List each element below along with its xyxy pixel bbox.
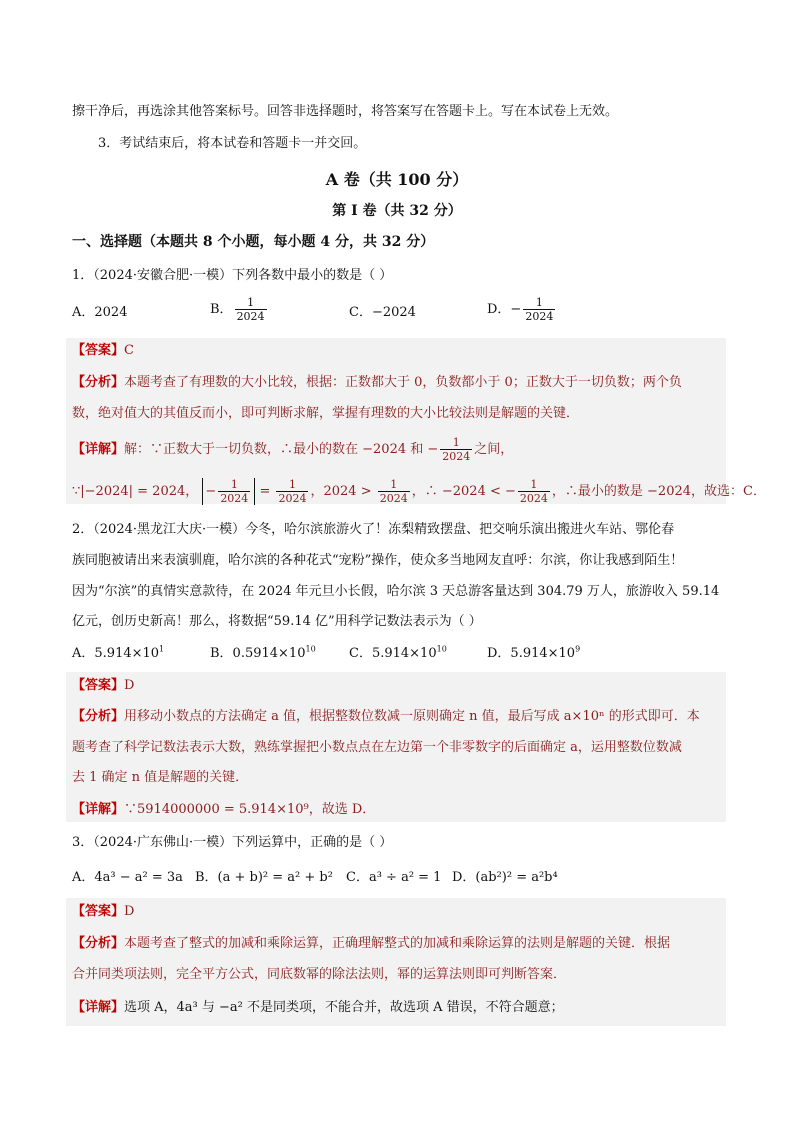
fraction-numerator: 1 (452, 436, 460, 449)
q1-detail-line-2 (72, 478, 766, 505)
q2-option-d-text: D．5.914×10 (487, 646, 576, 661)
analysis-label: 【分析】 (72, 375, 125, 390)
fraction-numerator: 1 (230, 478, 238, 491)
q2-option-a-exp: 1 (159, 644, 165, 654)
part1-heading: 第 I 卷（共 32 分） (332, 203, 462, 219)
q2-stem-line-1: 2．（2024·黑龙江大庆·一模）今冬，哈尔滨旅游火了！冻梨精致摆盘、把交响乐演出搬进火车站、鄂伦春 (72, 522, 675, 537)
q2-option-b-text: B．0.5914×10 (210, 646, 306, 661)
fraction-denominator: 2024 (525, 310, 554, 323)
q2-stem-line-2: 族同胞被请出来表演驯鹿，哈尔滨的各种花式“宠粉”操作，使众多当地网友直呼：尔滨，你让我感到陌生！ (72, 553, 684, 568)
q1-detail-text-2f: ，∴最小的数是 −2024，故选：C． (551, 484, 766, 499)
fraction (518, 478, 550, 505)
q2-answer-value: D (124, 678, 135, 693)
q3-option-c: C．a³ ÷ a² = 1 (346, 870, 442, 885)
q2-option-b-exp: 10 (305, 644, 316, 654)
q1-detail-fraction (440, 436, 472, 463)
q1-answer-value: C (124, 343, 134, 358)
q1-detail-text-2a: ∵ (72, 484, 81, 499)
detail-label: 【详解】 (72, 442, 125, 457)
q2-option-b (210, 644, 316, 664)
q2-detail-text: ∵5914000000 = 5.914×10⁹，故选 D． (124, 802, 376, 817)
q2-option-c (349, 644, 447, 664)
q2-option-a (72, 644, 164, 664)
q3-detail-text: 选项 A，4a³ 与 −a² 不是同类项，不能合并，故选项 A 错误，不符合题意； (124, 1000, 564, 1015)
q1-answer (72, 341, 722, 361)
instruction-line-2: 3．考试结束后，将本试卷和答题卡一并交回。 (98, 136, 367, 151)
fraction (276, 478, 308, 505)
fraction-denominator: 2024 (379, 492, 408, 505)
fraction-numerator: 1 (535, 296, 543, 309)
q3-option-a: A．4a³ − a² = 3a (72, 870, 183, 885)
fraction-denominator: 2024 (519, 492, 548, 505)
q1-analysis-line-2: 数，绝对值大的其值反而小，即可判断求解，掌握有理数的大小比较法则是解题的关键． (72, 406, 580, 421)
fraction-numerator: 1 (247, 296, 255, 309)
q2-detail (72, 800, 722, 820)
fraction-denominator: 2024 (220, 492, 249, 505)
q3-analysis-line-2: 合并同类项法则，完全平方公式，同底数幂的除法法则，幂的运算法则即可判断答案． (72, 967, 567, 982)
q1-option-a: A．2024 (72, 305, 128, 320)
q3-option-b: B．(a + b)² = a² + b² (195, 870, 333, 885)
q1-detail-text-2d: ，2024 > (310, 484, 376, 499)
fraction-numerator: 1 (288, 478, 296, 491)
q3-answer (72, 902, 722, 922)
q1-option-c: C．−2024 (349, 305, 416, 320)
analysis-label: 【分析】 (72, 936, 125, 951)
q3-answer-value: D (124, 904, 135, 919)
fraction (378, 478, 410, 505)
q2-analysis-line-2: 题考查了科学记数法表示大数，熟练掌握把小数点点在左边第一个非零数字的后面确定 a，运用整数位数减 (72, 740, 682, 755)
q2-analysis-line-3: 去 1 确定 n 值是解题的关键． (72, 770, 249, 785)
detail-label: 【详解】 (72, 1000, 125, 1015)
fraction-numerator: 1 (390, 478, 398, 491)
q1-detail-text-1b: 之间， (474, 442, 514, 457)
section1-heading: 一、选择题（本题共 8 个小题，每小题 4 分，共 32 分） (72, 234, 435, 250)
q2-answer (72, 676, 722, 696)
a-volume-heading: A 卷（共 100 分） (325, 170, 469, 189)
q3-analysis-line-1 (72, 934, 722, 954)
q2-stem-line-3: 因为“尔滨”的真情实意款待，在 2024 年元旦小长假，哈尔滨 3 天总游客量达到 304.79 万人，旅游收入 59.14 (72, 584, 720, 599)
fraction-denominator: 2024 (442, 450, 471, 463)
q3-stem: 3．（2024·广东佛山·一模）下列运算中，正确的是（ ） (72, 835, 393, 850)
q3-option-d: D．(ab²)² = a²b⁴ (452, 870, 558, 885)
q3-analysis-text-1: 本题考查了整式的加减和乘除运算，正确理解整式的加减和乘除运算的法则是解题的关键．根据 (124, 936, 671, 951)
q1-analysis-text-1: 本题考查了有理数的大小比较，根据：正数都大于 0，负数都小于 0；正数大于一切负数；两个负 (124, 375, 682, 390)
q1-detail-text-2b: |−2024| = 2024， (80, 484, 199, 499)
answer-label: 【答案】 (72, 343, 125, 358)
q1-option-b-fraction (235, 296, 267, 323)
q2-analysis-text-1: 用移动小数点的方法确定 a 值，根据整数位数减一原则确定 n 值，最后写成 a×10ⁿ 的形式即可．本 (124, 709, 700, 724)
q1-analysis-line-1 (72, 373, 722, 393)
q1-detail-abs: − $\frac{1}{2024}$ (202, 478, 255, 505)
q2-option-a-text: A．5.914×10 (72, 646, 160, 661)
q2-analysis-line-1 (72, 707, 722, 727)
q1-option-d-fraction (523, 296, 555, 323)
q1-detail-text-2c: = (259, 484, 275, 499)
answer-label: 【答案】 (72, 678, 125, 693)
q1-detail-line-1 (72, 436, 722, 463)
q1-stem: 1．（2024·安徽合肥·一模）下列各数中最小的数是（ ） (72, 268, 393, 283)
detail-label: 【详解】 (72, 802, 125, 817)
analysis-label: 【分析】 (72, 709, 125, 724)
q2-option-d (487, 644, 580, 664)
q1-option-d-label: D．− (487, 302, 522, 317)
instruction-line-1: 擦干净后，再选涂其他答案标号。回答非选择题时，将答案写在答题卡上。写在本试卷上无效。 (72, 104, 619, 119)
fraction-numerator: 1 (530, 478, 538, 491)
fraction (218, 478, 250, 505)
fraction-denominator: 2024 (236, 310, 265, 323)
q1-detail-text-1a: 解：∵正数大于一切负数，∴最小的数在 −2024 和 − (124, 442, 439, 457)
q2-option-d-exp: 9 (575, 644, 581, 654)
q1-option-b (210, 296, 269, 323)
q2-option-c-text: C．5.914×10 (349, 646, 437, 661)
q1-option-b-label: B． (210, 302, 233, 317)
q3-detail (72, 998, 722, 1018)
q1-detail-text-2e: ，∴ −2024 < − (411, 484, 516, 499)
fraction-denominator: 2024 (278, 492, 307, 505)
answer-label: 【答案】 (72, 904, 125, 919)
q2-stem-line-4: 亿元，创历史新高！那么，将数据“59.14 亿”用科学记数法表示为（ ） (72, 614, 482, 629)
q1-option-d (487, 296, 557, 323)
q2-option-c-exp: 10 (436, 644, 447, 654)
